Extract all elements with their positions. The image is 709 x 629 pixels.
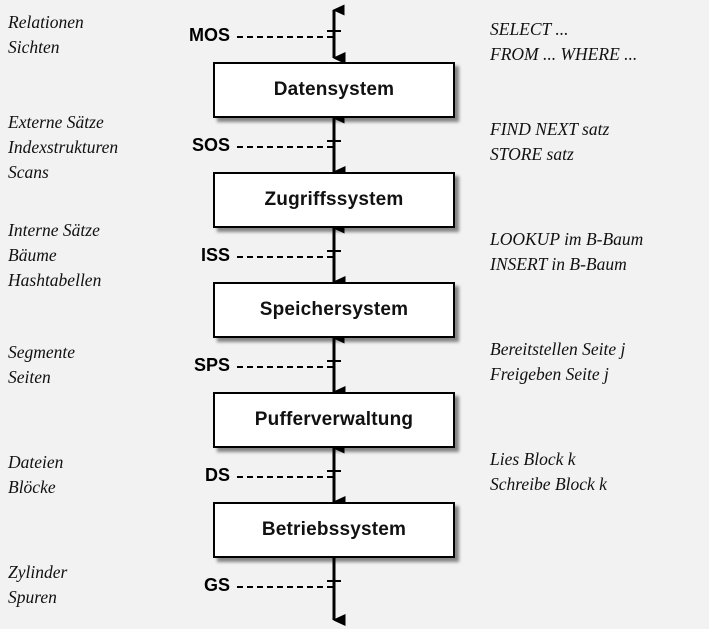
left-annotation-line: Externe Sätze xyxy=(8,112,104,132)
interface-label-sps: SPS xyxy=(193,355,230,375)
left-annotation-line: Spuren xyxy=(8,587,57,607)
layer-label-speichersystem: Speichersystem xyxy=(259,299,409,320)
layer-box-datensystem[interactable] xyxy=(213,62,455,118)
layer-box-speichersystem[interactable] xyxy=(213,282,455,338)
interface-tick-sps xyxy=(327,360,341,362)
right-annotation-line: LOOKUP im B-Baum xyxy=(490,229,644,249)
left-annotation-line: Seiten xyxy=(8,367,51,387)
left-annotation-relationen xyxy=(8,10,84,60)
interface-label-mos: MOS xyxy=(188,25,230,45)
left-annotation-line: Blöcke xyxy=(8,477,56,497)
left-annotation-dateien xyxy=(8,450,63,500)
interface-label-iss: ISS xyxy=(200,245,230,265)
right-annotation-line: STORE satz xyxy=(490,144,574,164)
left-annotation-line: Relationen xyxy=(8,12,84,32)
left-annotation-line: Dateien xyxy=(8,452,64,472)
left-annotation-line: Scans xyxy=(8,162,49,182)
right-annotation-line: FIND NEXT satz xyxy=(490,119,610,139)
right-annotation-line: Bereitstellen Seite j xyxy=(490,339,626,359)
left-annotation-line: Segmente xyxy=(8,342,76,362)
left-annotation-zylinder xyxy=(8,560,67,610)
right-annotation-select xyxy=(490,17,637,67)
left-annotation-line: Hashtabellen xyxy=(8,270,102,290)
interface-tick-ds xyxy=(327,470,341,472)
right-annotation-lies-block xyxy=(490,447,607,497)
right-annotation-line: Schreibe Block k xyxy=(490,474,607,494)
right-annotation-line: SELECT ... xyxy=(490,19,569,39)
layer-box-pufferverwaltung[interactable] xyxy=(213,392,455,448)
interface-leader-mos xyxy=(237,36,333,38)
interface-leader-sos xyxy=(237,146,333,148)
interface-tick-iss xyxy=(327,250,341,252)
interface-leader-ds xyxy=(237,476,333,478)
interface-leader-gs xyxy=(237,586,333,588)
layer-label-betriebssystem: Betriebssystem xyxy=(261,519,407,540)
interface-leader-sps xyxy=(237,366,333,368)
interface-tick-sos xyxy=(327,140,341,142)
left-annotation-interne-saetze xyxy=(8,218,101,293)
layer-label-pufferverwaltung: Pufferverwaltung xyxy=(254,409,414,430)
layer-box-betriebssystem[interactable] xyxy=(213,502,455,558)
right-annotation-line: Freigeben Seite j xyxy=(490,364,609,384)
interface-label-sos: SOS xyxy=(191,135,230,155)
interface-label-gs: GS xyxy=(203,575,230,595)
right-annotation-lookup xyxy=(490,227,643,277)
left-annotation-segmente xyxy=(8,340,75,390)
layer-label-zugriffssystem: Zugriffssystem xyxy=(264,189,404,210)
left-annotation-line: Sichten xyxy=(8,37,60,57)
right-annotation-line: INSERT in B-Baum xyxy=(490,254,627,274)
left-annotation-line: Zylinder xyxy=(8,562,68,582)
interface-tick-gs xyxy=(327,580,341,582)
left-annotation-line: Interne Sätze xyxy=(8,220,100,240)
interface-label-ds: DS xyxy=(204,465,230,485)
left-annotation-line: Indexstrukturen xyxy=(8,137,119,157)
right-annotation-line: FROM ... WHERE ... xyxy=(490,44,638,64)
right-annotation-bereitstellen xyxy=(490,337,625,387)
left-annotation-externe-saetze xyxy=(8,110,118,185)
left-annotation-line: Bäume xyxy=(8,245,57,265)
interface-tick-mos xyxy=(327,30,341,32)
interface-leader-iss xyxy=(237,256,333,258)
layer-label-datensystem: Datensystem xyxy=(273,79,395,100)
right-annotation-find-next xyxy=(490,117,609,167)
layer-box-zugriffssystem[interactable] xyxy=(213,172,455,228)
right-annotation-line: Lies Block k xyxy=(490,449,576,469)
